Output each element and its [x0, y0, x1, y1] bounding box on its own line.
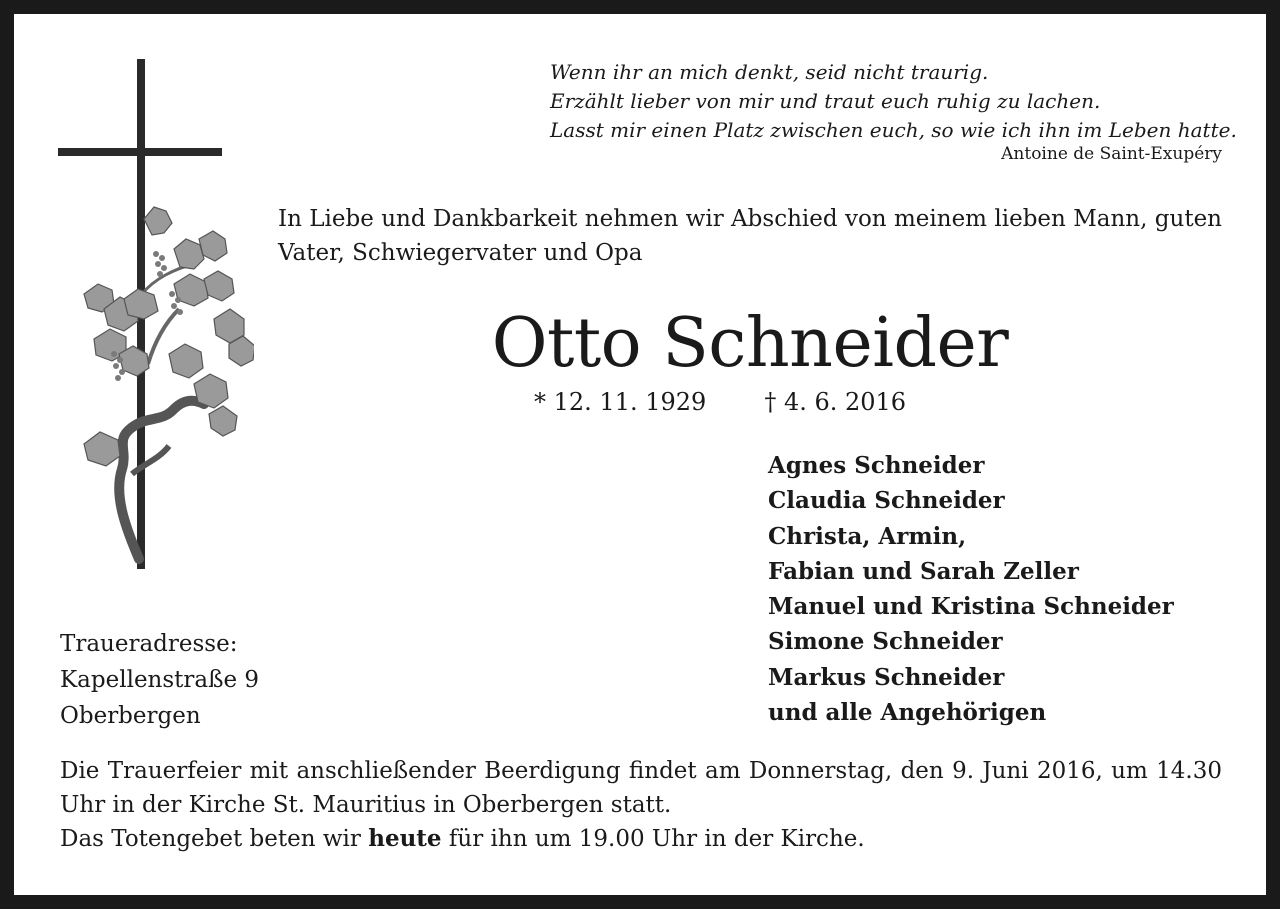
cross-with-grapevine-icon: [44, 54, 254, 584]
mourner-name: Manuel und Kristina Schneider: [768, 593, 1174, 621]
prayer-text-suffix: für ihn um 19.00 Uhr in der Kirche.: [441, 826, 865, 852]
mourner-name: Christa, Armin,: [768, 522, 967, 550]
ceremony-info: [60, 754, 1222, 856]
mourning-address: [60, 626, 259, 734]
mourner-name: Simone Schneider: [768, 628, 1003, 656]
mourner-name: Markus Schneider: [768, 663, 1005, 691]
address-label: Traueradresse:: [60, 631, 238, 657]
prayer-text: [60, 822, 1222, 856]
address-city: Oberbergen: [60, 703, 201, 729]
quote-author: Antoine de Saint-Exupéry: [1001, 144, 1222, 164]
quote-line: Erzählt lieber von mir und traut euch ruhig zu lachen.: [550, 89, 1101, 113]
ceremony-text: Die Trauerfeier mit anschließender Beerdigung findet am Donnerstag, den 9. Juni 2016, um 14.30 Uhr in der Kirche St. Mauritius in Oberbergen statt.: [60, 758, 1222, 818]
mourner-name: und alle Angehörigen: [768, 699, 1047, 727]
address-street: Kapellenstraße 9: [60, 667, 260, 693]
poem-quote: [550, 58, 1250, 145]
mourners-list: [768, 448, 1174, 730]
quote-line: Wenn ihr an mich denkt, seid nicht traurig.: [550, 60, 989, 84]
intro-text: In Liebe und Dankbarkeit nehmen wir Abschied von meinem lieben Mann, guten Vater, Schwiegervater und Opa: [278, 206, 1222, 266]
quote-line: Lasst mir einen Platz zwischen euch, so wie ich ihn im Leben hatte.: [550, 118, 1237, 142]
life-dates: [534, 388, 906, 416]
obituary-notice: [14, 14, 1266, 895]
mourner-name: Claudia Schneider: [768, 487, 1005, 515]
deceased-name: Otto Schneider: [491, 304, 1009, 383]
mourner-name: Fabian und Sarah Zeller: [768, 557, 1079, 585]
death-date: † 4. 6. 2016: [764, 388, 907, 416]
mourner-name: Agnes Schneider: [768, 452, 985, 479]
birth-date: * 12. 11. 1929: [534, 388, 707, 416]
prayer-text-prefix: Das Totengebet beten wir: [60, 826, 369, 852]
prayer-text-emphasis: heute: [368, 825, 442, 852]
